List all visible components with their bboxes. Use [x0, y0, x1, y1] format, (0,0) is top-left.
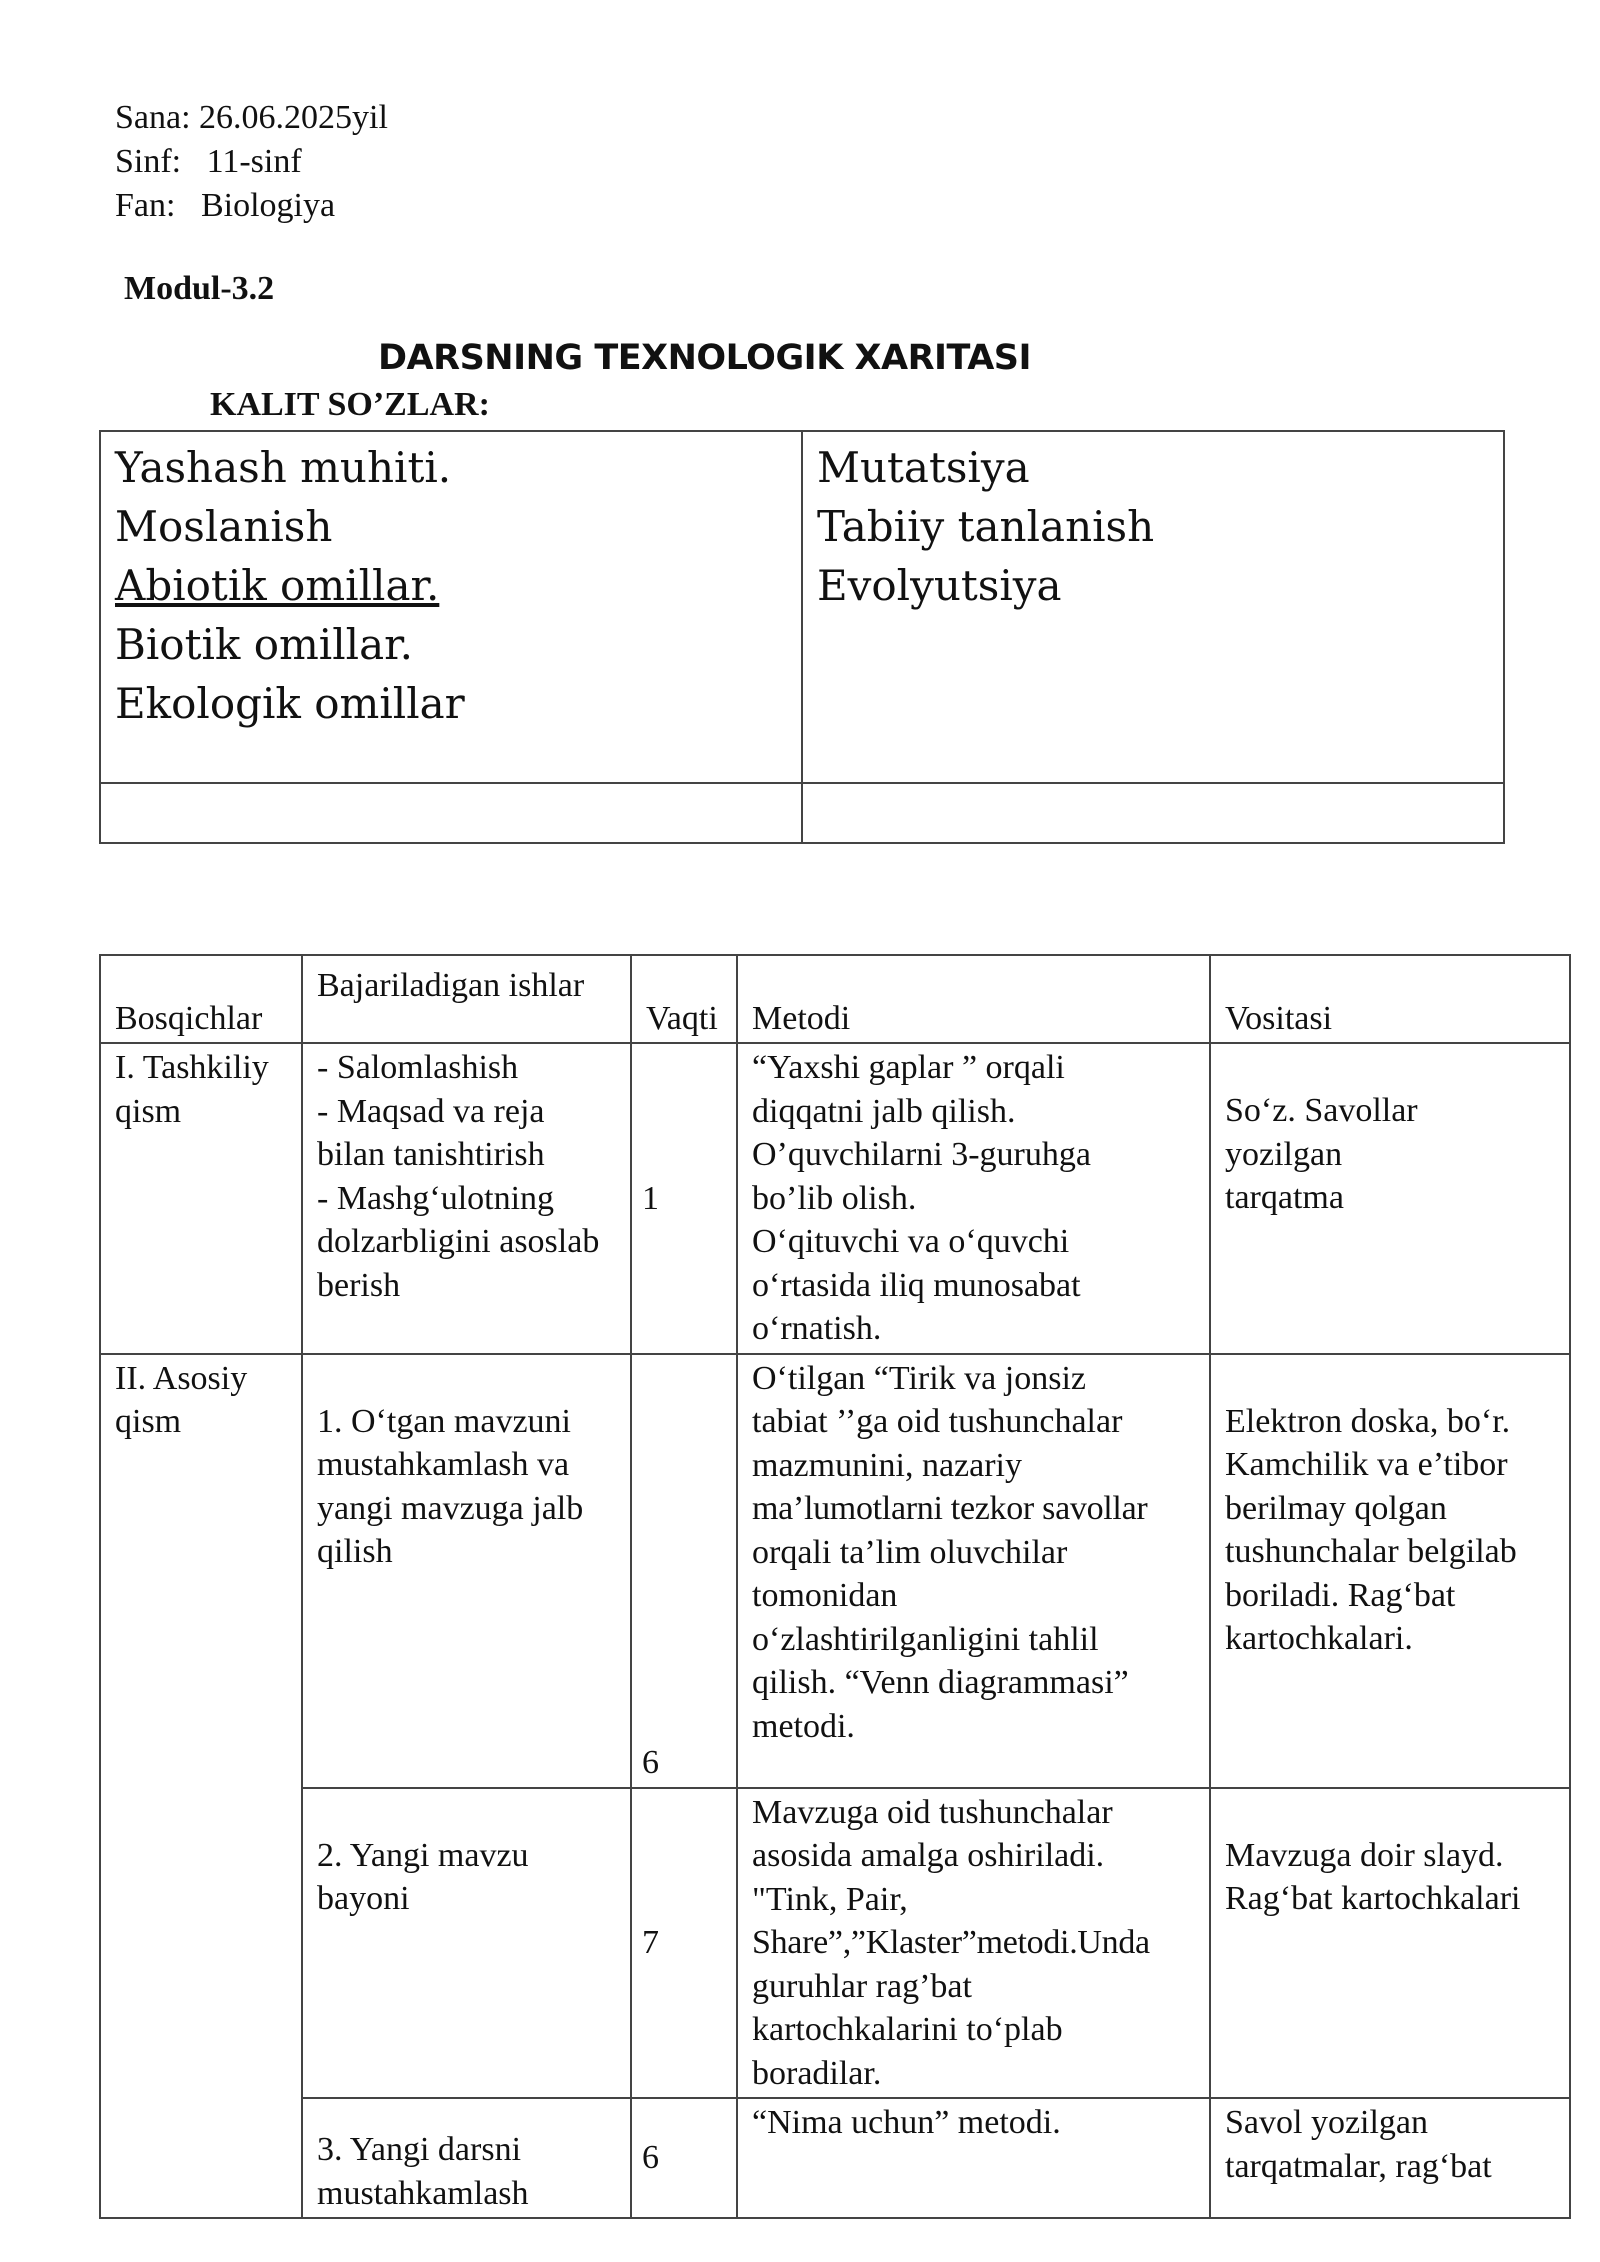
method-cell	[737, 1043, 1210, 1354]
stage-text: II. Asosiy	[115, 1359, 248, 1397]
table-row	[100, 1354, 1570, 1788]
keyword-item: Abiotik omillar.	[115, 561, 440, 610]
method-text: tomonidan	[752, 1577, 898, 1614]
task-text: mustahkamlash va	[317, 1446, 570, 1483]
stage-text: qism	[115, 1092, 182, 1130]
header-vositasi: Vositasi	[1210, 955, 1570, 1043]
method-text: boradilar.	[752, 2054, 882, 2092]
lesson-plan-table	[99, 954, 1571, 2219]
time-cell	[631, 1354, 737, 1788]
method-cell	[737, 1354, 1210, 1788]
stage-text: I. Tashkiliy	[115, 1049, 269, 1086]
keywords-table	[99, 430, 1505, 844]
task-text: - Salomlashish	[317, 1049, 519, 1086]
tasks-cell	[302, 1788, 631, 2099]
tools-text: Rag‘bat kartochkalari	[1225, 1880, 1521, 1917]
method-text: diqqatni jalb qilish.	[752, 1092, 1016, 1130]
module-label: Modul-3.2	[124, 270, 275, 307]
method-text: guruhlar rag’bat	[752, 1967, 972, 2005]
method-text: ma’lumotlarni tezkor savollar	[752, 1490, 1148, 1527]
tools-text: Kamchilik va e’tibor	[1225, 1446, 1508, 1483]
task-text: bayoni	[317, 1880, 410, 1917]
keyword-item: Tabiiy tanlanish	[817, 502, 1155, 551]
page-title: DARSNING TEXNOLOGIK XARITASI	[378, 338, 1032, 378]
method-text: “Yaxshi gaplar ” orqali	[752, 1049, 1065, 1086]
task-text: 2. Yangi mavzu	[317, 1836, 529, 1874]
time-value: 7	[642, 1924, 659, 1961]
task-text: - Maqsad va reja	[317, 1092, 545, 1130]
method-text: tabiat ’’ga oid tushunchalar	[752, 1403, 1123, 1440]
tools-text: tushunchalar belgilab	[1225, 1533, 1517, 1570]
task-text: berish	[317, 1266, 401, 1304]
tools-cell	[1210, 1788, 1570, 2099]
keyword-item: Yashash muhiti.	[115, 443, 452, 492]
task-text: - Mashg‘ulotning	[317, 1179, 555, 1217]
method-text: mazmunini, nazariy	[752, 1446, 1023, 1484]
tools-cell	[1210, 2098, 1570, 2218]
table-header-row	[100, 955, 1570, 1043]
lesson-meta	[115, 96, 388, 228]
stage-text: qism	[115, 1403, 182, 1440]
tasks-cell	[302, 2098, 631, 2218]
time-value: 6	[642, 2139, 659, 2177]
task-text: bilan tanishtirish	[317, 1136, 545, 1173]
header-bosqichlar: Bosqichlar	[100, 955, 302, 1043]
tools-text: kartochkalari.	[1225, 1620, 1413, 1657]
method-cell	[737, 1788, 1210, 2099]
time-value: 6	[642, 1744, 659, 1781]
task-text: yangi mavzuga jalb	[317, 1489, 584, 1527]
method-text: O‘qituvchi va o‘quvchi	[752, 1223, 1070, 1260]
task-text: qilish	[317, 1533, 393, 1570]
tools-text: tarqatma	[1225, 1179, 1344, 1216]
table-row	[100, 1788, 1570, 2099]
tools-text: yozilgan	[1225, 1135, 1343, 1173]
method-text: “Nima uchun” metodi.	[752, 2104, 1061, 2141]
keyword-item: Moslanish	[115, 502, 333, 551]
method-text: O’quvchilarni 3-guruhga	[752, 1136, 1091, 1173]
table-row	[100, 2098, 1570, 2218]
stage-cell	[100, 1043, 302, 1354]
class-line: Sinf: 11-sinf	[115, 143, 302, 180]
header-metodi: Metodi	[737, 955, 1210, 1043]
task-text: 3. Yangi darsni	[317, 2131, 522, 2168]
time-cell	[631, 1043, 737, 1354]
tasks-cell	[302, 1043, 631, 1354]
tools-cell	[1210, 1354, 1570, 1788]
tools-text: So‘z. Savollar	[1225, 1092, 1418, 1129]
method-text: O‘tilgan “Tirik va jonsiz	[752, 1359, 1086, 1397]
time-value: 1	[642, 1180, 659, 1217]
method-text: orqali ta’lim oluvchilar	[752, 1533, 1068, 1571]
tools-text: boriladi. Rag‘bat	[1225, 1576, 1456, 1614]
task-text: dolzarbligini asoslab	[317, 1223, 600, 1260]
keywords-empty-cell	[100, 783, 802, 843]
method-text: Share”,”Klaster”metodi.Unda	[752, 1924, 1150, 1961]
date-line: Sana: 26.06.2025yil	[115, 99, 388, 136]
tools-text: Savol yozilgan	[1225, 2104, 1429, 2141]
method-text: asosida amalga oshiriladi.	[752, 1837, 1105, 1874]
tools-cell	[1210, 1043, 1570, 1354]
task-text: 1. O‘tgan mavzuni	[317, 1402, 571, 1440]
method-text: bo’lib olish.	[752, 1179, 917, 1217]
table-row	[100, 1043, 1570, 1354]
keyword-item: Ekologik omillar	[115, 679, 465, 728]
subject-line: Fan: Biologiya	[115, 187, 336, 224]
keywords-right-cell	[802, 431, 1504, 783]
tools-text: berilmay qolgan	[1225, 1489, 1447, 1527]
method-text: qilish. “Venn diagrammasi”	[752, 1664, 1129, 1701]
header-vaqti: Vaqti	[631, 955, 737, 1043]
header-bajariladigan: Bajariladigan ishlar	[302, 955, 631, 1043]
keyword-item: Mutatsiya	[817, 443, 1030, 492]
method-cell	[737, 2098, 1210, 2218]
keyword-item: Biotik omillar.	[115, 620, 413, 669]
keyword-item: Evolyutsiya	[817, 561, 1062, 610]
stage-cell	[100, 1354, 302, 2219]
method-text: o‘rnatish.	[752, 1310, 882, 1347]
method-text: o‘rtasida iliq munosabat	[752, 1266, 1081, 1304]
time-cell	[631, 2098, 737, 2218]
method-text: kartochkalarini to‘plab	[752, 2011, 1063, 2048]
keywords-empty-cell	[802, 783, 1504, 843]
tools-text: Elektron doska, bo‘r.	[1225, 1402, 1511, 1440]
method-text: metodi.	[752, 1707, 855, 1745]
method-text: "Tink, Pair,	[752, 1880, 908, 1918]
tools-text: Mavzuga doir slayd.	[1225, 1836, 1504, 1874]
tools-text: tarqatmalar, rag‘bat	[1225, 2147, 1492, 2185]
task-text: mustahkamlash	[317, 2174, 529, 2212]
method-text: Mavzuga oid tushunchalar	[752, 1793, 1113, 1831]
time-cell	[631, 1788, 737, 2099]
keywords-left-cell	[100, 431, 802, 783]
keywords-label: KALIT SO’ZLAR:	[210, 386, 490, 423]
tasks-cell	[302, 1354, 631, 1788]
method-text: o‘zlashtirilganligini tahlil	[752, 1620, 1099, 1658]
